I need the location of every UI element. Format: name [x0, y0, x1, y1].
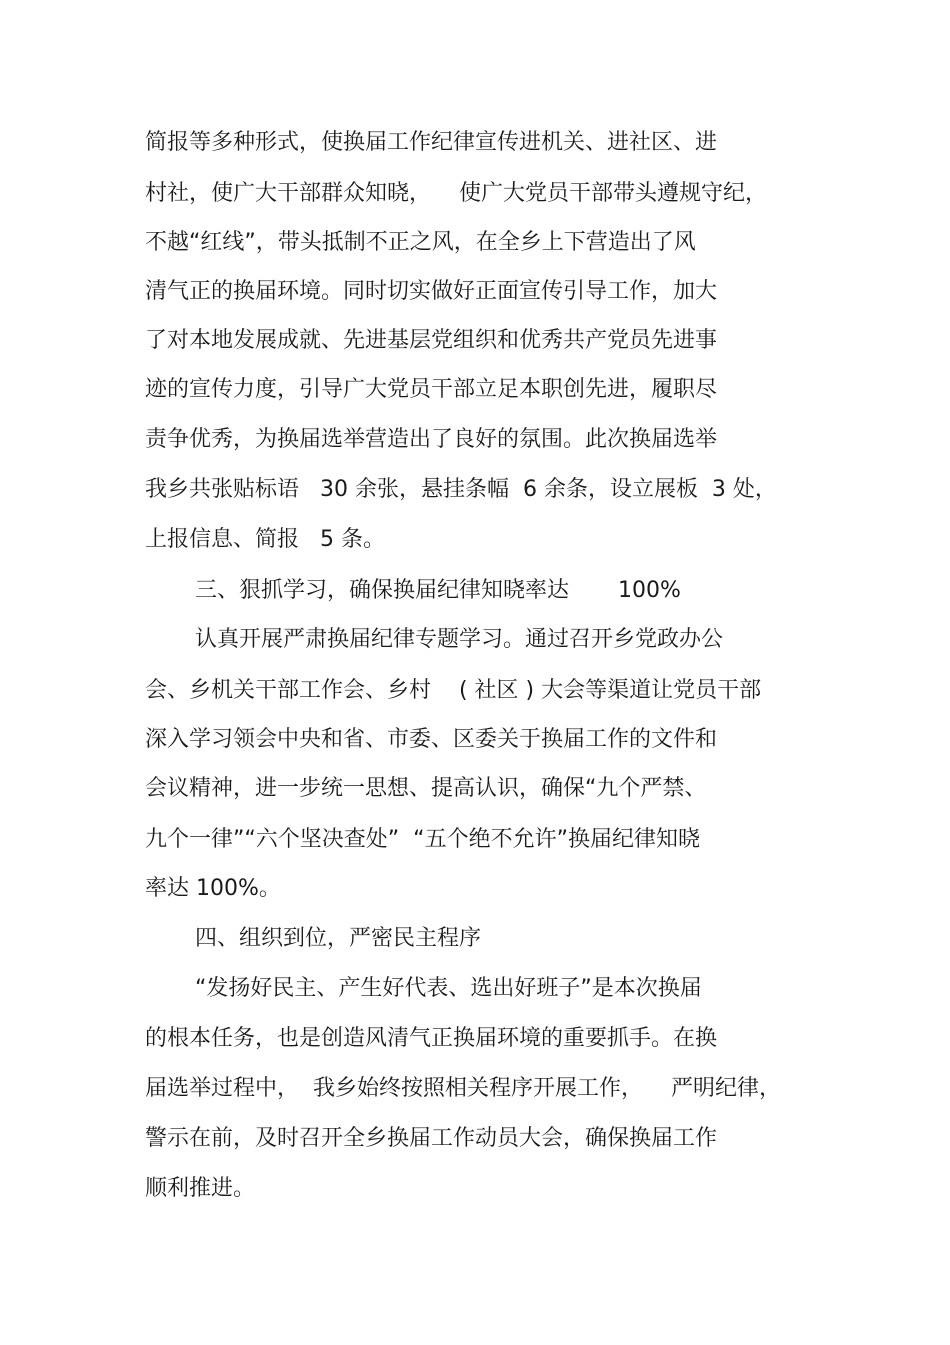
paragraph-line: 简报等多种形式，使换届工作纪律宣传进机关、进社区、进 [145, 130, 718, 155]
paragraph-line: 不越“红线”，带头抵制不正之风，在全乡上下营造出了风 [145, 230, 696, 255]
paragraph-line: 我乡共张贴标语 30 余张，悬挂条幅 6 余条，设立展板 3 处， [145, 477, 777, 502]
paragraph-line: 届选举过程中， 我乡始终按照相关程序开展工作， 严明纪律， [145, 1076, 781, 1101]
paragraph-line: 上报信息、简报 5 条。 [145, 527, 385, 552]
paragraph-line: 会、乡机关干部工作会、乡村 ( 社区 ) 大会等渠道让党员干部 [145, 678, 762, 703]
paragraph-line: 村社，使广大干部群众知晓， 使广大党员干部带头遵规守纪， [145, 181, 767, 206]
paragraph-line: 认真开展严肃换届纪律专题学习。通过召开乡党政办公 [195, 627, 724, 652]
paragraph-line: “发扬好民主、产生好代表、选出好班子”是本次换届 [195, 976, 702, 1001]
paragraph-line: 九个一律”“六个坚决查处” “五个绝不允许”换届纪律知晓 [145, 827, 700, 852]
paragraph-line: 深入学习领会中央和省、市委、区委关于换届工作的文件和 [145, 727, 718, 752]
paragraph-line: 责争优秀，为换届选举营造出了良好的氛围。此次换届选举 [145, 427, 718, 452]
paragraph-line: 警示在前，及时召开全乡换届工作动员大会，确保换届工作 [145, 1126, 718, 1151]
paragraph-line: 清气正的换届环境。同时切实做好正面宣传引导工作，加大 [145, 279, 718, 304]
paragraph-line: 了对本地发展成就、先进基层党组织和优秀共产党员先进事 [145, 328, 718, 353]
paragraph-line: 的根本任务，也是创造风清气正换届环境的重要抓手。在换 [145, 1026, 718, 1051]
paragraph-line: 率达 100%。 [145, 876, 281, 901]
paragraph-line: 顺利推进。 [145, 1176, 256, 1201]
section-heading-3: 三、狠抓学习，确保换届纪律知晓率达 100% [195, 578, 681, 603]
section-heading-4: 四、组织到位，严密民主程序 [195, 926, 482, 951]
paragraph-line: 会议精神，进一步统一思想、提高认识，确保“九个严禁、 [145, 776, 707, 801]
paragraph-line: 迹的宣传力度，引导广大党员干部立足本职创先进，履职尽 [145, 377, 718, 402]
